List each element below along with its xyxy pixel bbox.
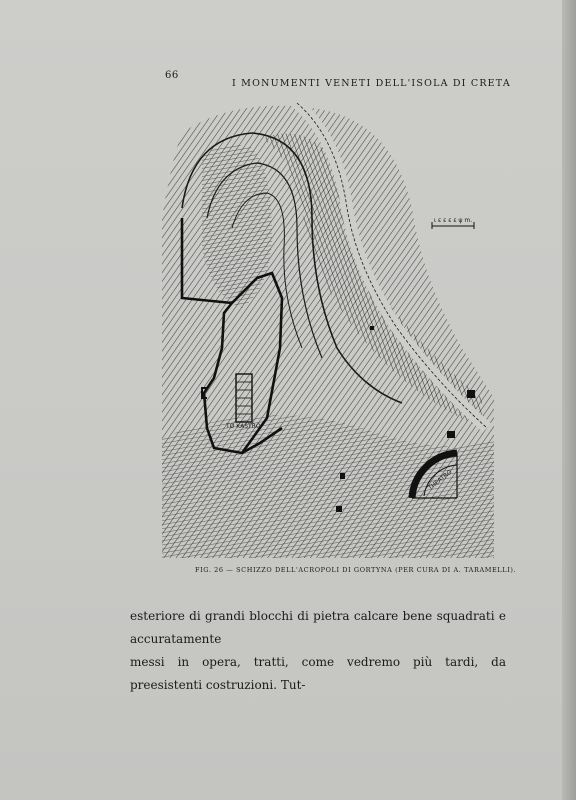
page-spine-shadow [562,0,576,800]
body-line-1: esteriore di grandi blocchi di pietra calcare bene squadrati e accuratamente [130,609,506,646]
page-number: 66 [165,70,179,81]
acropolis-map [162,98,494,560]
body-line-2: messi in opera, tratti, come vedremo più tardi, da preesistenti costruzioni. Tut- [130,655,506,692]
acropolis-map-figure [162,98,494,560]
body-text [130,605,506,697]
scale-label: ι ε ε ε ε ψ m. [434,217,473,224]
figure-caption: FIG. 26 — SCHIZZO DELL'ACROPOLI DI GORTYNA (PER CURA DI A. TARAMELLI). [195,566,517,574]
terrain-hatching [162,106,494,558]
castle-label: TO KASTRO [226,423,261,430]
theatre-label: THEATRO [426,468,454,492]
running-head: I MONUMENTI VENETI DELL'ISOLA DI CRETA [232,78,511,89]
